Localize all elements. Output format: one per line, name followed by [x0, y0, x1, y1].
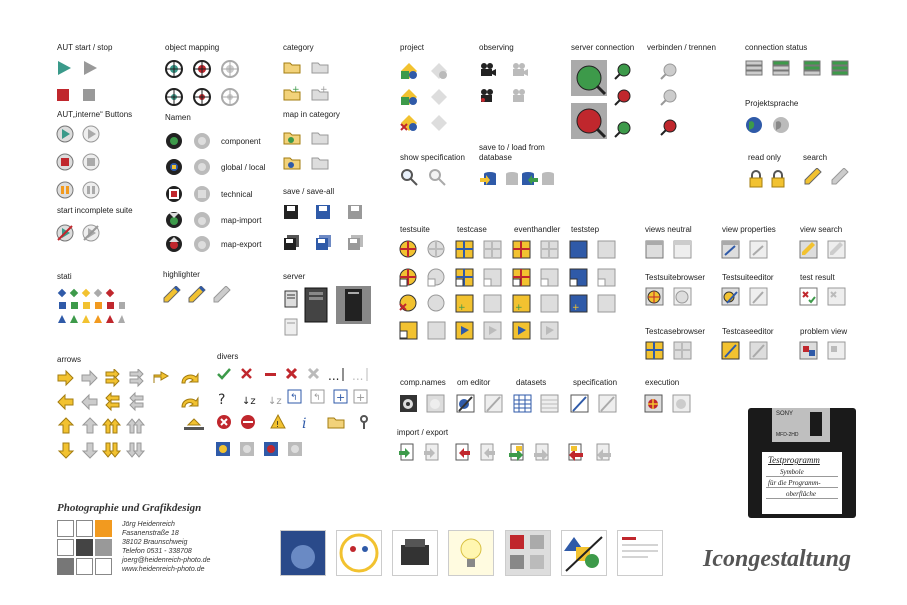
- label-om-editor: om editor: [457, 378, 491, 387]
- category-new-folder-icon: [283, 85, 301, 103]
- disk-shutter: [772, 408, 830, 442]
- stop-aut-disabled-icon: [82, 88, 100, 106]
- label-project: project: [400, 43, 425, 52]
- import-export-icon-grid: [399, 443, 624, 470]
- save-black-icon: [283, 204, 301, 222]
- svg-text:+: +: [292, 85, 300, 95]
- disconnect-icon: [614, 88, 632, 106]
- label-specification: specification: [573, 378, 618, 387]
- component-name-icon: [165, 132, 183, 150]
- category-new-folder-disabled-icon: [311, 85, 329, 103]
- contact-email: joerg@heidenreich-photo.de: [122, 557, 211, 564]
- stop-aut-icon: [56, 88, 74, 106]
- aut-pause-round-icon: [56, 181, 74, 199]
- object-mapping-green-small-icon: [165, 88, 183, 106]
- thumbnail-shapes: [561, 530, 607, 576]
- map-export-disabled-icon: [193, 235, 211, 253]
- svg-text:↰: ↰: [313, 393, 321, 403]
- label-views-neutral: views neutral: [645, 225, 692, 234]
- start-aut-disabled-icon: [82, 60, 100, 78]
- map-in-category-add-icon: [283, 155, 301, 173]
- save-all-black-icon: [283, 234, 301, 252]
- start-aut-icon: [56, 60, 74, 78]
- project-new-disabled-icon: [430, 88, 448, 106]
- component-name-disabled-icon: [193, 132, 211, 150]
- editor-icon-grid: [399, 394, 699, 421]
- object-mapping-red-icon: [193, 60, 211, 78]
- save-to-database-disabled-icon: [501, 170, 519, 188]
- svg-text:?: ?: [218, 392, 226, 408]
- trennen-red-icon: [660, 118, 678, 136]
- category-folder-disabled-icon: [311, 60, 329, 78]
- map-import-disabled-icon: [193, 211, 211, 229]
- object-mapping-red-small-icon: [193, 88, 211, 106]
- global-local-name-icon: [165, 158, 183, 176]
- svg-text:i: i: [302, 416, 307, 432]
- object-mapping-green-icon: [165, 60, 183, 78]
- label-server-connection: server connection: [571, 43, 635, 52]
- svg-text:+: +: [458, 303, 466, 313]
- label-observing: observing: [479, 43, 514, 52]
- map-export-icon: [165, 235, 183, 253]
- label-global-local: global / local: [221, 163, 266, 172]
- server-connection-green-icon: [571, 60, 607, 101]
- label-eventhandler: eventhandler: [514, 225, 561, 234]
- map-in-category-add-disabled-icon: [311, 155, 329, 173]
- svg-text:↓z: ↓z: [268, 396, 282, 407]
- highlighter-disabled-icon: [212, 286, 230, 304]
- label-map-import: map-import: [221, 216, 262, 225]
- observing-camera-icon: [479, 62, 497, 80]
- svg-text:!: !: [276, 420, 280, 429]
- floppy-disk-illustration: [748, 408, 856, 518]
- connect-small-icon: [614, 120, 632, 138]
- label-category: category: [283, 43, 314, 52]
- map-in-category-disabled-icon: [311, 130, 329, 148]
- label-map-export: map-export: [221, 240, 262, 249]
- label-server: server: [283, 272, 306, 281]
- label-namen: Namen: [165, 113, 191, 122]
- contact-city: 38102 Braunschweig: [122, 539, 188, 546]
- svg-text:+: +: [320, 85, 328, 95]
- contact-street: Fasanenstraße 18: [122, 530, 179, 537]
- object-mapping-disabled-small-icon: [221, 88, 239, 106]
- aut-play-round-icon: [56, 125, 74, 143]
- connect-icon: [614, 62, 632, 80]
- aut-stop-round-icon: [56, 153, 74, 171]
- load-from-database-disabled-icon: [541, 170, 559, 188]
- thumbnail-blue-photo: [280, 530, 326, 576]
- magnifier-disabled-icon: [428, 168, 446, 186]
- map-in-category-icon: [283, 130, 301, 148]
- label-test-result: test result: [800, 273, 835, 282]
- server-small-disabled-icon: [283, 318, 301, 336]
- contact-phone: Telefon 0531 - 338708: [122, 548, 192, 555]
- category-folder-icon: [283, 60, 301, 78]
- highlighter-yellow-icon: [162, 286, 180, 304]
- observing-camera-disabled-icon: [511, 62, 529, 80]
- disk-label-line1: Symbole: [780, 468, 804, 476]
- save-to-database-icon: [479, 170, 497, 188]
- contact-web: www.heidenreich-photo.de: [122, 566, 205, 573]
- lock-open-icon: [770, 170, 788, 188]
- search-icon: [803, 168, 821, 186]
- disk-label-title: Testprogramm: [768, 455, 820, 465]
- save-all-disabled-icon: [347, 234, 365, 252]
- disk-label-line3: oberfläche: [786, 490, 816, 498]
- connection-status-gray-icon: [745, 60, 763, 78]
- label-aut-start-stop: AUT start / stop: [57, 43, 113, 52]
- thumbnail-children-logo: [336, 530, 382, 576]
- label-read-only: read only: [748, 153, 781, 162]
- project-delete-disabled-icon: [430, 114, 448, 132]
- project-disabled-icon: [430, 62, 448, 80]
- disk-brand: SONY: [776, 411, 794, 417]
- observing-record-disabled-icon: [511, 88, 529, 106]
- label-connection-status: connection status: [745, 43, 808, 52]
- disk-label-line2: für die Programm-: [768, 479, 821, 487]
- label-stati: stati: [57, 272, 72, 281]
- incomplete-suite-disabled-icon: [82, 224, 100, 242]
- label-divers: divers: [217, 352, 239, 361]
- label-testsuiteeditor: Testsuiteeditor: [722, 273, 774, 282]
- label-object-mapping: object mapping: [165, 43, 220, 52]
- object-mapping-disabled-icon: [221, 60, 239, 78]
- contact-name: Jörg Heidenreich: [122, 521, 175, 528]
- disk-label: [762, 452, 842, 514]
- server-large-icon: [303, 287, 329, 328]
- globe-disabled-icon: [772, 116, 790, 134]
- label-comp-names: comp.names: [400, 378, 446, 387]
- label-view-search: view search: [800, 225, 843, 234]
- technical-name-icon: [165, 185, 183, 203]
- label-teststep: teststep: [571, 225, 600, 234]
- contact-address: [122, 520, 210, 574]
- aut-play-round-disabled-icon: [82, 125, 100, 143]
- label-highlighter: highlighter: [163, 270, 200, 279]
- label-execution: execution: [645, 378, 680, 387]
- view-icon-grid: [645, 240, 855, 370]
- search-disabled-icon: [830, 168, 848, 186]
- connection-status-green2-icon: [803, 60, 821, 78]
- label-save-load-database-1: save to / load from: [479, 143, 545, 152]
- label-testsuite: testsuite: [400, 225, 430, 234]
- verbinden-icon: [660, 62, 678, 80]
- label-testcaseeditor: Testcaseeditor: [722, 327, 774, 336]
- label-arrows: arrows: [57, 355, 82, 364]
- server-photo-icon: [336, 286, 371, 324]
- disk-type: MFD-2HD: [776, 432, 799, 438]
- label-map-in-category: map in category: [283, 110, 340, 119]
- server-small-icon: [283, 290, 301, 308]
- lock-icon: [748, 170, 766, 188]
- map-import-icon: [165, 211, 183, 229]
- save-all-blue-icon: [315, 234, 333, 252]
- label-projektsprache: Projektsprache: [745, 99, 799, 108]
- label-testsuitebrowser: Testsuitebrowser: [645, 273, 706, 282]
- technical-name-disabled-icon: [193, 185, 211, 203]
- company-name: Photographie und Grafikdesign: [57, 502, 202, 514]
- connection-status-green3-icon: [831, 60, 849, 78]
- label-start-incomplete-suite: start incomplete suite: [57, 206, 133, 215]
- project-delete-icon: [400, 114, 418, 132]
- svg-text:...: ...: [352, 369, 364, 383]
- label-save-save-all: save / save-all: [283, 187, 335, 196]
- highlighter-blue-icon: [187, 286, 205, 304]
- svg-text:+: +: [356, 391, 366, 404]
- label-search: search: [803, 153, 828, 162]
- load-from-database-icon: [521, 170, 539, 188]
- label-verbinden-trennen: verbinden / trennen: [647, 43, 716, 52]
- divers-icon-grid: [216, 366, 376, 471]
- aut-pause-round-disabled-icon: [82, 181, 100, 199]
- save-blue-icon: [315, 204, 333, 222]
- label-show-specification: show specification: [400, 153, 465, 162]
- label-datasets: datasets: [516, 378, 547, 387]
- svg-text:+: +: [515, 303, 523, 313]
- save-disabled-icon: [347, 204, 365, 222]
- label-testcasebrowser: Testcasebrowser: [645, 327, 706, 336]
- svg-text:↓z: ↓z: [242, 396, 256, 407]
- logo-grid: [57, 520, 115, 578]
- label-import-export: import / export: [397, 428, 449, 437]
- aut-stop-round-disabled-icon: [82, 153, 100, 171]
- label-save-load-database-2: database: [479, 153, 512, 162]
- svg-text:↰: ↰: [290, 393, 298, 403]
- svg-text:...: ...: [328, 369, 340, 383]
- svg-text:+: +: [572, 303, 580, 313]
- svg-text:+: +: [336, 391, 346, 404]
- observing-record-icon: [479, 88, 497, 106]
- label-technical: technical: [221, 190, 253, 199]
- arrows-icon-grid: [57, 369, 205, 464]
- globe-icon: [745, 116, 763, 134]
- connection-status-green1-icon: [772, 60, 790, 78]
- page-title: Icongestaltung: [703, 546, 852, 572]
- label-problem-view: problem view: [800, 327, 848, 336]
- test-icon-grid: [399, 240, 619, 345]
- thumbnail-icon-sheet: [505, 530, 551, 576]
- server-connection-red-icon: [571, 103, 607, 144]
- thumbnail-phone-device: [392, 530, 438, 576]
- magnifier-icon: [400, 168, 418, 186]
- label-view-properties: view properties: [722, 225, 776, 234]
- trennen-icon: [660, 88, 678, 106]
- label-component: component: [221, 137, 261, 146]
- project-new-icon: [400, 88, 418, 106]
- stati-icon-grid: [57, 288, 125, 337]
- incomplete-suite-icon: [56, 224, 74, 242]
- thumbnail-lightbulb: [448, 530, 494, 576]
- label-aut-interne-buttons: AUT„interne“ Buttons: [57, 110, 133, 119]
- global-local-name-disabled-icon: [193, 158, 211, 176]
- thumbnail-document: [617, 530, 663, 576]
- project-icon: [400, 62, 418, 80]
- label-testcase: testcase: [457, 225, 487, 234]
